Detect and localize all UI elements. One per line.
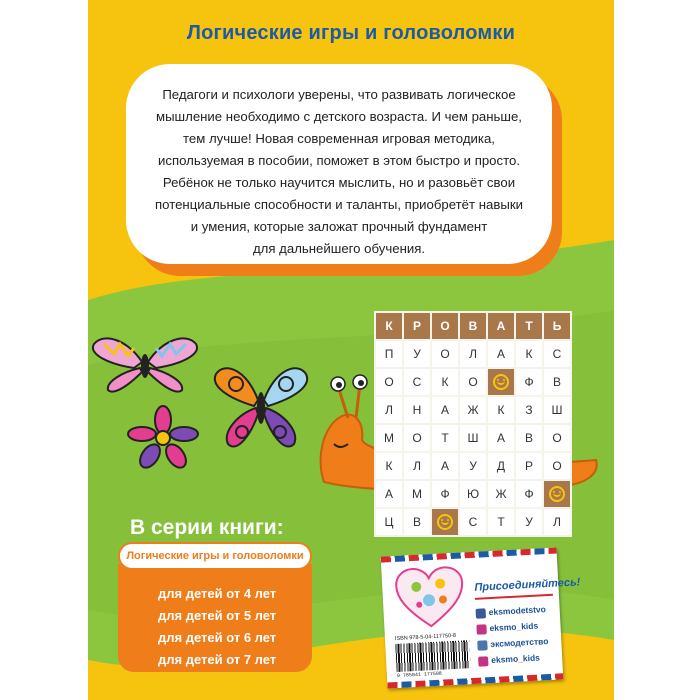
puzzle-cell: Т: [515, 312, 543, 340]
puzzle-cell: К: [375, 312, 403, 340]
description-line: Педагоги и психологи уверены, что развивать логическое: [162, 87, 516, 102]
puzzle-cell: В: [459, 312, 487, 340]
puzzle-cell: О: [543, 452, 571, 480]
flower-illustration: [128, 406, 198, 470]
social-handle: eksmo_kids: [489, 620, 539, 634]
puzzle-cell: В: [543, 368, 571, 396]
description-line: Ребёнок не только научится мыслить, но и разовьёт свои: [162, 175, 516, 190]
description-line: потенциальные способности и таланты, приобретёт навыки: [155, 197, 523, 212]
puzzle-cell: Л: [403, 452, 431, 480]
puzzle-cell: В: [515, 424, 543, 452]
smiley-icon: [431, 508, 459, 536]
series-heading: В серии книги:: [130, 516, 284, 539]
puzzle-cell: З: [515, 396, 543, 424]
smiley-icon: [437, 514, 453, 530]
book-title: Логические игры и головоломки: [186, 22, 516, 44]
puzzle-row: [375, 340, 571, 368]
puzzle-row: [375, 396, 571, 424]
puzzle-cell: П: [375, 340, 403, 368]
puzzle-cell: Р: [515, 452, 543, 480]
description-line: мышление необходимо с детского возраста. И чем раньше,: [156, 109, 522, 124]
smiley-icon: [487, 368, 515, 396]
social-link[interactable]: [478, 651, 540, 668]
puzzle-cell: О: [375, 368, 403, 396]
puzzle-cell: О: [431, 312, 459, 340]
puzzle-cell: О: [459, 368, 487, 396]
puzzle-cell: К: [375, 452, 403, 480]
puzzle-cell: М: [375, 424, 403, 452]
puzzle-cell: А: [487, 312, 515, 340]
puzzle-cell: К: [487, 396, 515, 424]
book-back-cover: [88, 0, 614, 700]
puzzle-cell: Т: [431, 424, 459, 452]
vk-icon: [477, 640, 488, 651]
puzzle-cell: У: [403, 340, 431, 368]
puzzle-cell: Ф: [431, 480, 459, 508]
social-handle: эксмодетство: [490, 636, 549, 650]
puzzle-cell: О: [403, 424, 431, 452]
social-link[interactable]: [476, 619, 538, 636]
puzzle-cell: К: [431, 368, 459, 396]
social-link[interactable]: [477, 634, 549, 652]
publisher-card: [381, 547, 581, 688]
puzzle-cell: У: [459, 452, 487, 480]
puzzle-cell: О: [543, 424, 571, 452]
series-name-pill: Логические игры и головоломки: [118, 542, 312, 570]
barcode-number: 9 785041 177508: [396, 670, 443, 680]
smiley-icon: [493, 374, 509, 390]
puzzle-cell: Л: [375, 396, 403, 424]
social-handle: eksmo_kids: [490, 652, 541, 666]
description-line: для дальнейшего обучения.: [252, 241, 426, 256]
butterfly-illustration: [206, 360, 314, 456]
puzzle-cell: Ж: [487, 480, 515, 508]
description-line: и умения, которые заложат прочный фундамент: [190, 219, 488, 234]
puzzle-row: [375, 508, 571, 536]
description-line: используемая в пособии, поможет в этом быстро и просто.: [158, 153, 520, 168]
puzzle-cell: Т: [487, 508, 515, 536]
puzzle-cell: Ц: [375, 508, 403, 536]
puzzle-cell: Ф: [515, 368, 543, 396]
social-link[interactable]: [475, 602, 546, 620]
puzzle-header-row: [375, 312, 571, 340]
age-label: для детей от 5 лет: [158, 608, 277, 623]
social-handle: eksmodetstvo: [488, 604, 547, 618]
description-line: тем лучше! Новая современная игровая методика,: [183, 131, 495, 146]
puzzle-cell: Ь: [543, 312, 571, 340]
puzzle-cell: А: [375, 480, 403, 508]
puzzle-cell: В: [403, 508, 431, 536]
heart-logo-icon: [393, 564, 466, 632]
instagram-icon: [478, 656, 489, 667]
join-label: Присоединяйтесь!: [474, 576, 581, 594]
puzzle-cell: Д: [487, 452, 515, 480]
puzzle-row: [375, 368, 571, 396]
puzzle-cell: Ж: [459, 396, 487, 424]
puzzle-cell: А: [431, 452, 459, 480]
description-text: [144, 84, 534, 260]
smiley-icon: [543, 480, 571, 508]
puzzle-cell: Ф: [515, 480, 543, 508]
puzzle-cell: Ш: [543, 396, 571, 424]
puzzle-cell: С: [459, 508, 487, 536]
ages-block: [118, 564, 312, 672]
letter-puzzle-grid: [374, 311, 572, 537]
age-label: для детей от 6 лет: [158, 630, 277, 645]
puzzle-cell: М: [403, 480, 431, 508]
age-label: для детей от 7 лет: [158, 652, 277, 667]
puzzle-cell: Р: [403, 312, 431, 340]
age-label: для детей от 4 лет: [158, 586, 277, 601]
puzzle-row: [375, 480, 571, 508]
puzzle-cell: Ш: [459, 424, 487, 452]
puzzle-cell: Ю: [459, 480, 487, 508]
puzzle-cell: Л: [459, 340, 487, 368]
instagram-icon: [476, 624, 487, 635]
puzzle-cell: У: [515, 508, 543, 536]
butterfly-illustration: [90, 332, 200, 396]
puzzle-cell: С: [543, 340, 571, 368]
puzzle-row: [375, 424, 571, 452]
isbn-label: ISBN 978-5-04-117750-8: [394, 632, 457, 643]
puzzle-cell: Л: [543, 508, 571, 536]
puzzle-cell: А: [487, 424, 515, 452]
puzzle-cell: А: [487, 340, 515, 368]
puzzle-cell: Н: [403, 396, 431, 424]
description-box: [126, 64, 552, 264]
puzzle-cell: О: [431, 340, 459, 368]
puzzle-row: [375, 452, 571, 480]
puzzle-cell: А: [431, 396, 459, 424]
join-underline: [475, 594, 553, 600]
smiley-icon: [549, 486, 565, 502]
facebook-icon: [476, 608, 487, 619]
puzzle-cell: К: [515, 340, 543, 368]
barcode: [395, 640, 470, 672]
puzzle-cell: С: [403, 368, 431, 396]
